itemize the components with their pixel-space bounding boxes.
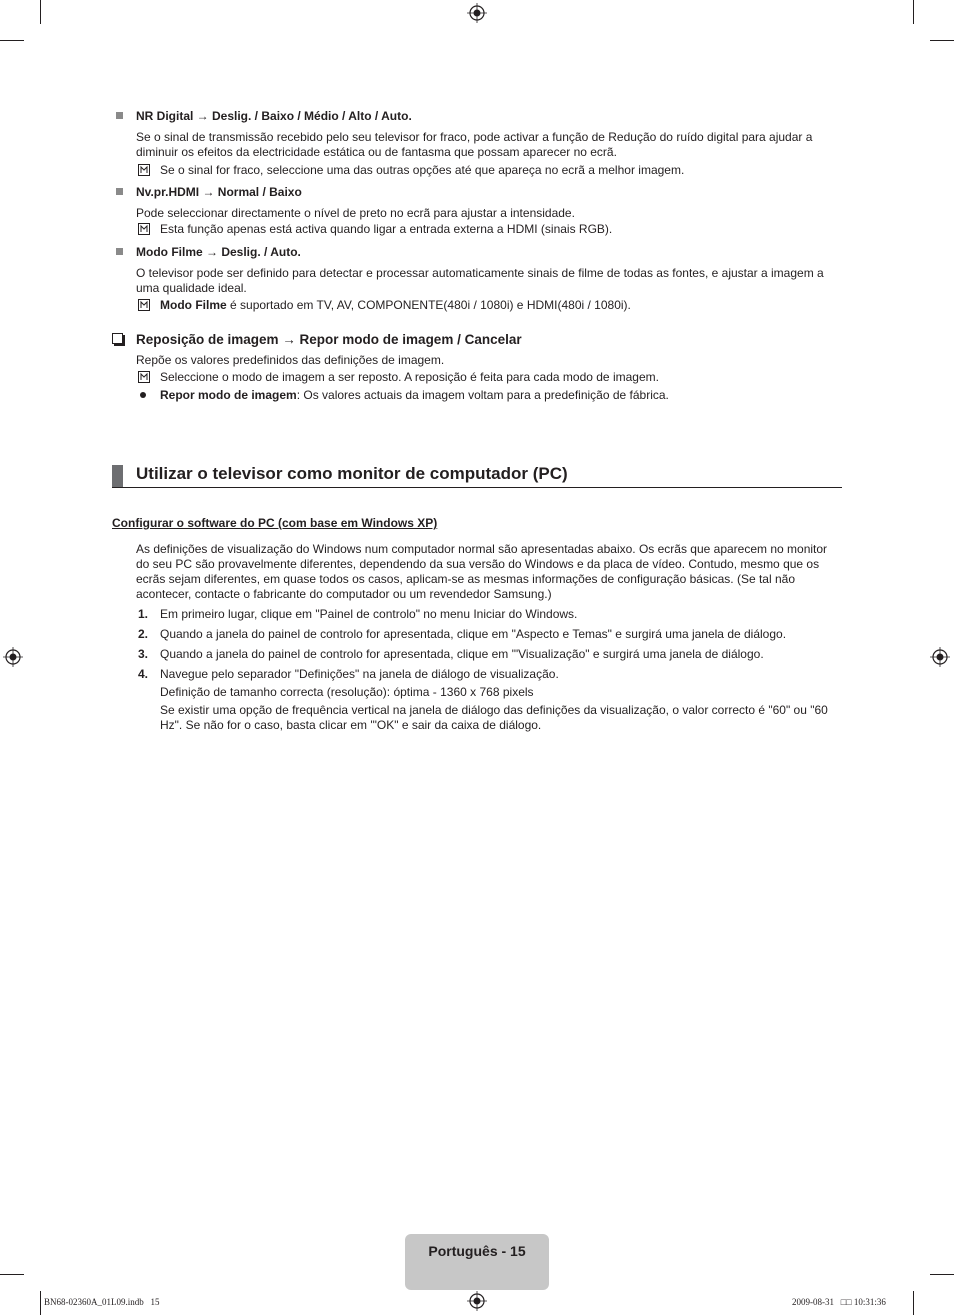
step4-resolution: Definição de tamanho correcta (resolução): óptima - 1360 x 768 pixels xyxy=(160,685,534,699)
nr-digital-note: Se o sinal for fraco, seleccione uma das outras opções até que apareça no ecrã a melhor imagem. xyxy=(160,163,685,177)
crop-mark-top-left-v xyxy=(40,0,41,24)
nr-digital-title: NR Digital → Deslig. / Baixo / Médio / Alto / Auto. xyxy=(136,109,412,123)
step-number: 3. xyxy=(138,647,149,661)
note-icon xyxy=(138,299,150,311)
round-bullet-icon xyxy=(140,392,146,398)
crop-mark-bottom-left-h xyxy=(0,1274,24,1275)
step4-frequency: Se existir uma opção de frequência vertical na janela de diálogo das definições da visualização, o valor correcto é "60" ou "60 Hz". Se não for o caso, basta clicar em '"OK" e sair da caixa de diálogo. xyxy=(160,703,828,732)
section-heading: Utilizar o televisor como monitor de computador (PC) xyxy=(136,464,568,483)
step-number: 4. xyxy=(138,667,149,681)
section-heading-marker xyxy=(112,465,123,487)
step-text: Em primeiro lugar, clique em "Painel de controlo" no menu Iniciar do Windows. xyxy=(160,607,578,621)
film-mode-note-bold: Modo Filme xyxy=(160,298,227,312)
step-text: Quando a janela do painel de controlo for apresentada, clique em '"Visualização" e surgirá uma janela de diálogo. xyxy=(160,647,764,661)
registration-mark-icon xyxy=(3,647,23,667)
page-number: Português - 15 xyxy=(428,1243,526,1259)
checkbox-bullet-icon xyxy=(112,333,123,344)
date-info: 2009-08-31 □□ 10:31:36 xyxy=(792,1297,886,1307)
file-info: BN68-02360A_01L09.indb 15 xyxy=(44,1297,160,1307)
subheading: Configurar o software do PC (com base em Windows XP) xyxy=(112,516,438,530)
reset-title: Reposição de imagem → Repor modo de imagem / Cancelar xyxy=(136,332,522,347)
note-icon xyxy=(138,164,150,176)
section-heading-rule xyxy=(112,487,842,488)
reset-note: Seleccione o modo de imagem a ser reposto. A reposição é feita para cada modo de imagem. xyxy=(160,370,659,384)
crop-mark-bottom-left-v xyxy=(40,1291,41,1315)
hdmi-note: Esta função apenas está activa quando ligar a entrada externa a HDMI (sinais RGB). xyxy=(160,222,613,236)
film-mode-body: O televisor pode ser definido para detectar e processar automaticamente sinais de filme de todas as fontes, e ajustar a imagem a uma qualidade ideal. xyxy=(136,266,824,295)
crop-mark-top-right-v xyxy=(913,0,914,24)
square-bullet-icon xyxy=(116,248,123,255)
note-icon xyxy=(138,223,150,235)
nr-digital-body: Se o sinal de transmissão recebido pelo seu televisor for fraco, pode activar a função de Redução do ruído digital para ajudar a diminuir os efeitos da electricidade estática ou de fantasma que possam aparecer no ecrã. xyxy=(136,130,813,159)
film-mode-note-rest: é suportado em TV, AV, COMPONENTE(480i / 1080i) e HDMI(480i / 1080i). xyxy=(226,298,631,312)
registration-mark-icon xyxy=(467,3,487,23)
reset-bullet xyxy=(160,388,669,403)
step-number: 1. xyxy=(138,607,149,621)
step-text: Quando a janela do painel de controlo for apresentada, clique em "Aspecto e Temas" e surgirá uma janela de diálogo. xyxy=(160,627,787,641)
hdmi-body: Pode seleccionar directamente o nível de preto no ecrã para ajustar a intensidade. xyxy=(136,206,575,220)
reset-bullet-rest: : Os valores actuais da imagem voltam para a predefinição de fábrica. xyxy=(296,388,669,402)
crop-mark-bottom-right-v xyxy=(913,1291,914,1315)
pc-intro: As definições de visualização do Windows num computador normal são apresentadas abaixo. Os ecrãs que aparecem no monitor do seu PC são provavelmente diferentes, dependendo da sua versão do Windows e da placa de vídeo. Contudo, mesmo que os ecrãs sejam diferentes, em quase todos os casos, aplicam-se as mesmas informações de configuração básicas. (Se tal não acontecer, contacte o fabricante do computador ou um revendedor Samsung.) xyxy=(136,542,828,601)
film-mode-note xyxy=(160,298,631,313)
note-icon xyxy=(138,371,150,383)
square-bullet-icon xyxy=(116,188,123,195)
crop-mark-bottom-right-h xyxy=(930,1274,954,1275)
square-bullet-icon xyxy=(116,112,123,119)
reset-body: Repõe os valores predefinidos das definições de imagem. xyxy=(136,353,445,367)
step-text: Navegue pelo separador "Definições" na janela de diálogo de visualização. xyxy=(160,667,559,681)
registration-mark-icon xyxy=(467,1291,487,1311)
crop-mark-top-left-h xyxy=(0,40,24,41)
reset-bullet-bold: Repor modo de imagem xyxy=(160,388,297,402)
crop-mark-top-right-h xyxy=(930,40,954,41)
registration-mark-icon xyxy=(930,647,950,667)
step-number: 2. xyxy=(138,627,149,641)
hdmi-title: Nv.pr.HDMI → Normal / Baixo xyxy=(136,185,302,199)
film-mode-title: Modo Filme → Deslig. / Auto. xyxy=(136,245,301,259)
